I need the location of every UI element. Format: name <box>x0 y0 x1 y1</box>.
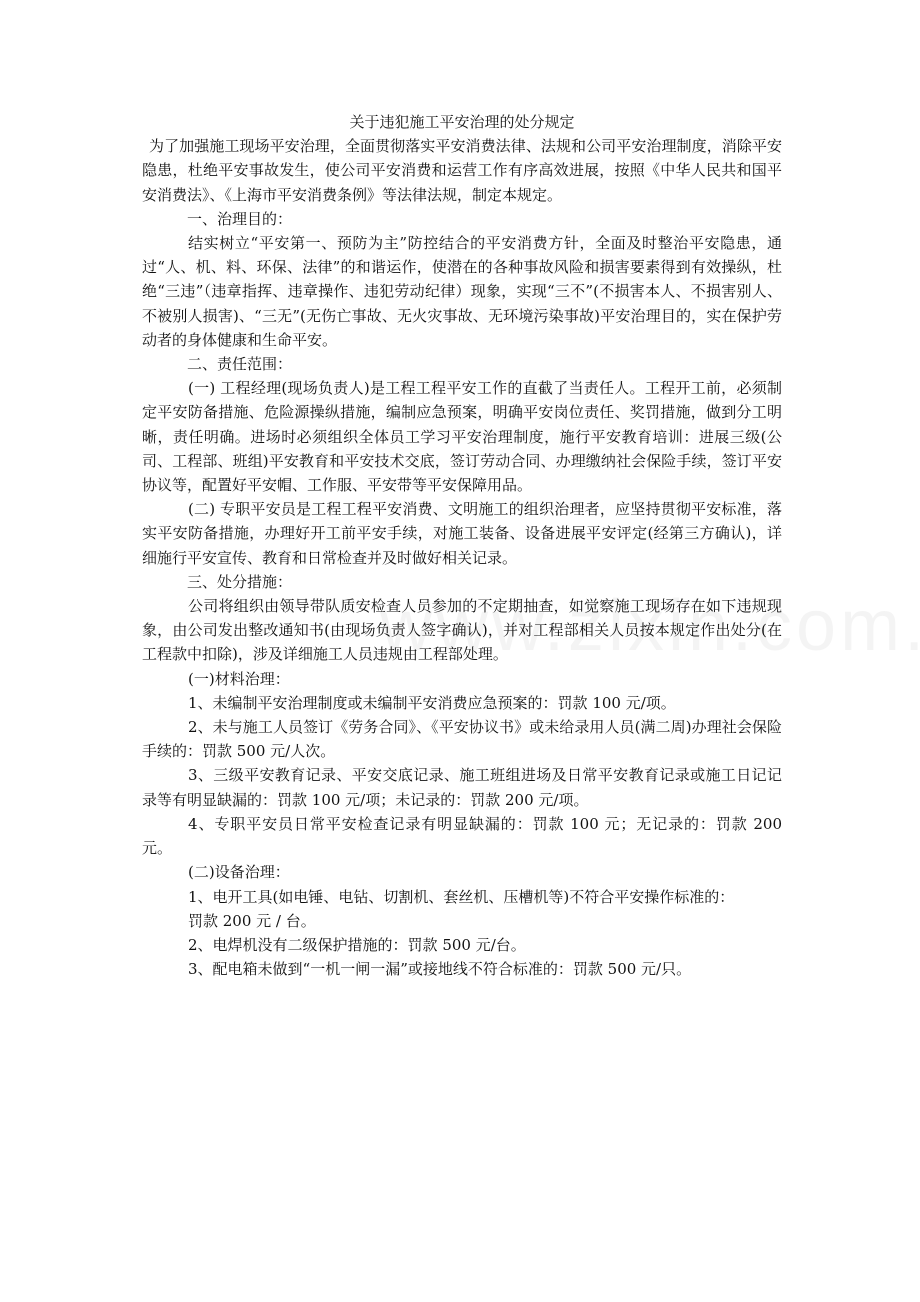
intro-paragraph: 为了加强施工现场平安治理，全面贯彻落实平安消费法律、法规和公司平安治理制度，消除平安隐患，杜绝平安事故发生，使公司平安消费和运营工作有序高效进展，按照《中华人民共和国平安消费法》、《上海市平安消费条例》等法律法规，制定本规定。 <box>142 137 782 204</box>
penalty-intro-paragraph: 公司将组织由领导带队质安检查人员参加的不定期抽查，如觉察施工现场存在如下违规现象，由公司发出整改通知书(由现场负责人签字确认)，并对工程部相关人员按本规定作出处分(在工程款中扣除)，涉及详细施工人员违规由工程部处理。 <box>142 597 782 664</box>
materials-rule-3: 3、三级平安教育记录、平安交底记录、施工班组进场及日常平安教育记录或施工日记记录等有明显缺漏的：罚款 100 元/项；未记录的：罚款 200 元/项。 <box>142 766 782 809</box>
subsection-heading-materials: (一)材料治理： <box>188 669 290 688</box>
equipment-rule-1: 1、电开工具(如电锤、电钻、切割机、套丝机、压槽机等)不符合平安操作标准的： <box>188 887 735 906</box>
equipment-rule-1-penalty: 罚款 200 元 / 台。 <box>188 911 316 930</box>
subsection-heading-equipment: (二)设备治理： <box>188 863 290 882</box>
responsibility-item-1: (一) 工程经理(现场负责人)是工程工程平安工作的直截了当责任人。工程开工前，必须制定平安防备措施、危险源操纵措施，编制应急预案，明确平安岗位责任、奖罚措施，做到分工明晰，责任明确。进场时必须组织全体员工学习平安治理制度，施行平安教育培训：进展三级(公司、工程部、班组)平安教育和平安技术交底，签订劳动合同、办理缴纳社会保险手续，签订平安协议等，配置好平安帽、工作服、平安带等平安保障用品。 <box>142 379 782 495</box>
materials-rule-2: 2、未与施工人员签订《劳务合同》、《平安协议书》或未给录用人员(满二周)办理社会保险手续的：罚款 500 元/人次。 <box>142 718 782 761</box>
purpose-paragraph: 结实树立“平安第一、预防为主”防控结合的平安消费方针，全面及时整治平安隐患，通过“人、机、料、环保、法律”的和谐运作，使潜在的各种事故风险和损害要素得到有效操纵，杜绝“三违”（违章指挥、违章操作、违犯劳动纪律）现象，实现“三不”(不损害本人、不损害别人、不被别人损害)、“三无”(无伤亡事故、无火灾事故、无环境污染事故)平安治理目的，实在保护劳动者的身体健康和生命平安。 <box>142 234 782 349</box>
section-heading-penalty: 三、处分措施： <box>187 572 293 591</box>
document-title: 关于违犯施工平安治理的处分规定 <box>349 113 575 131</box>
materials-rule-4: 4、专职平安员日常平安检查记录有明显缺漏的：罚款 100 元；无记录的：罚款 200 元。 <box>142 814 782 858</box>
materials-rule-1: 1、未编制平安治理制度或未编制平安消费应急预案的：罚款 100 元/项。 <box>188 693 676 712</box>
section-heading-responsibility: 二、责任范围： <box>187 355 293 374</box>
document-body <box>142 110 782 981</box>
responsibility-item-2: (二) 专职平安员是工程工程平安消费、文明施工的组织治理者，应坚持贯彻平安标准，落实平安防备措施，办理好开工前平安手续，对施工装备、设备进展平安评定(经第三方确认)，详细施行平安宣传、教育和日常检查并及时做好相关记录。 <box>142 500 782 567</box>
equipment-rule-2: 2、电焊机没有二级保护措施的：罚款 500 元/台。 <box>188 935 526 954</box>
equipment-rule-3: 3、配电箱未做到“一机一闸一漏”或接地线不符合标准的：罚款 500 元/只。 <box>188 960 692 979</box>
section-heading-purpose: 一、治理目的： <box>187 209 293 228</box>
